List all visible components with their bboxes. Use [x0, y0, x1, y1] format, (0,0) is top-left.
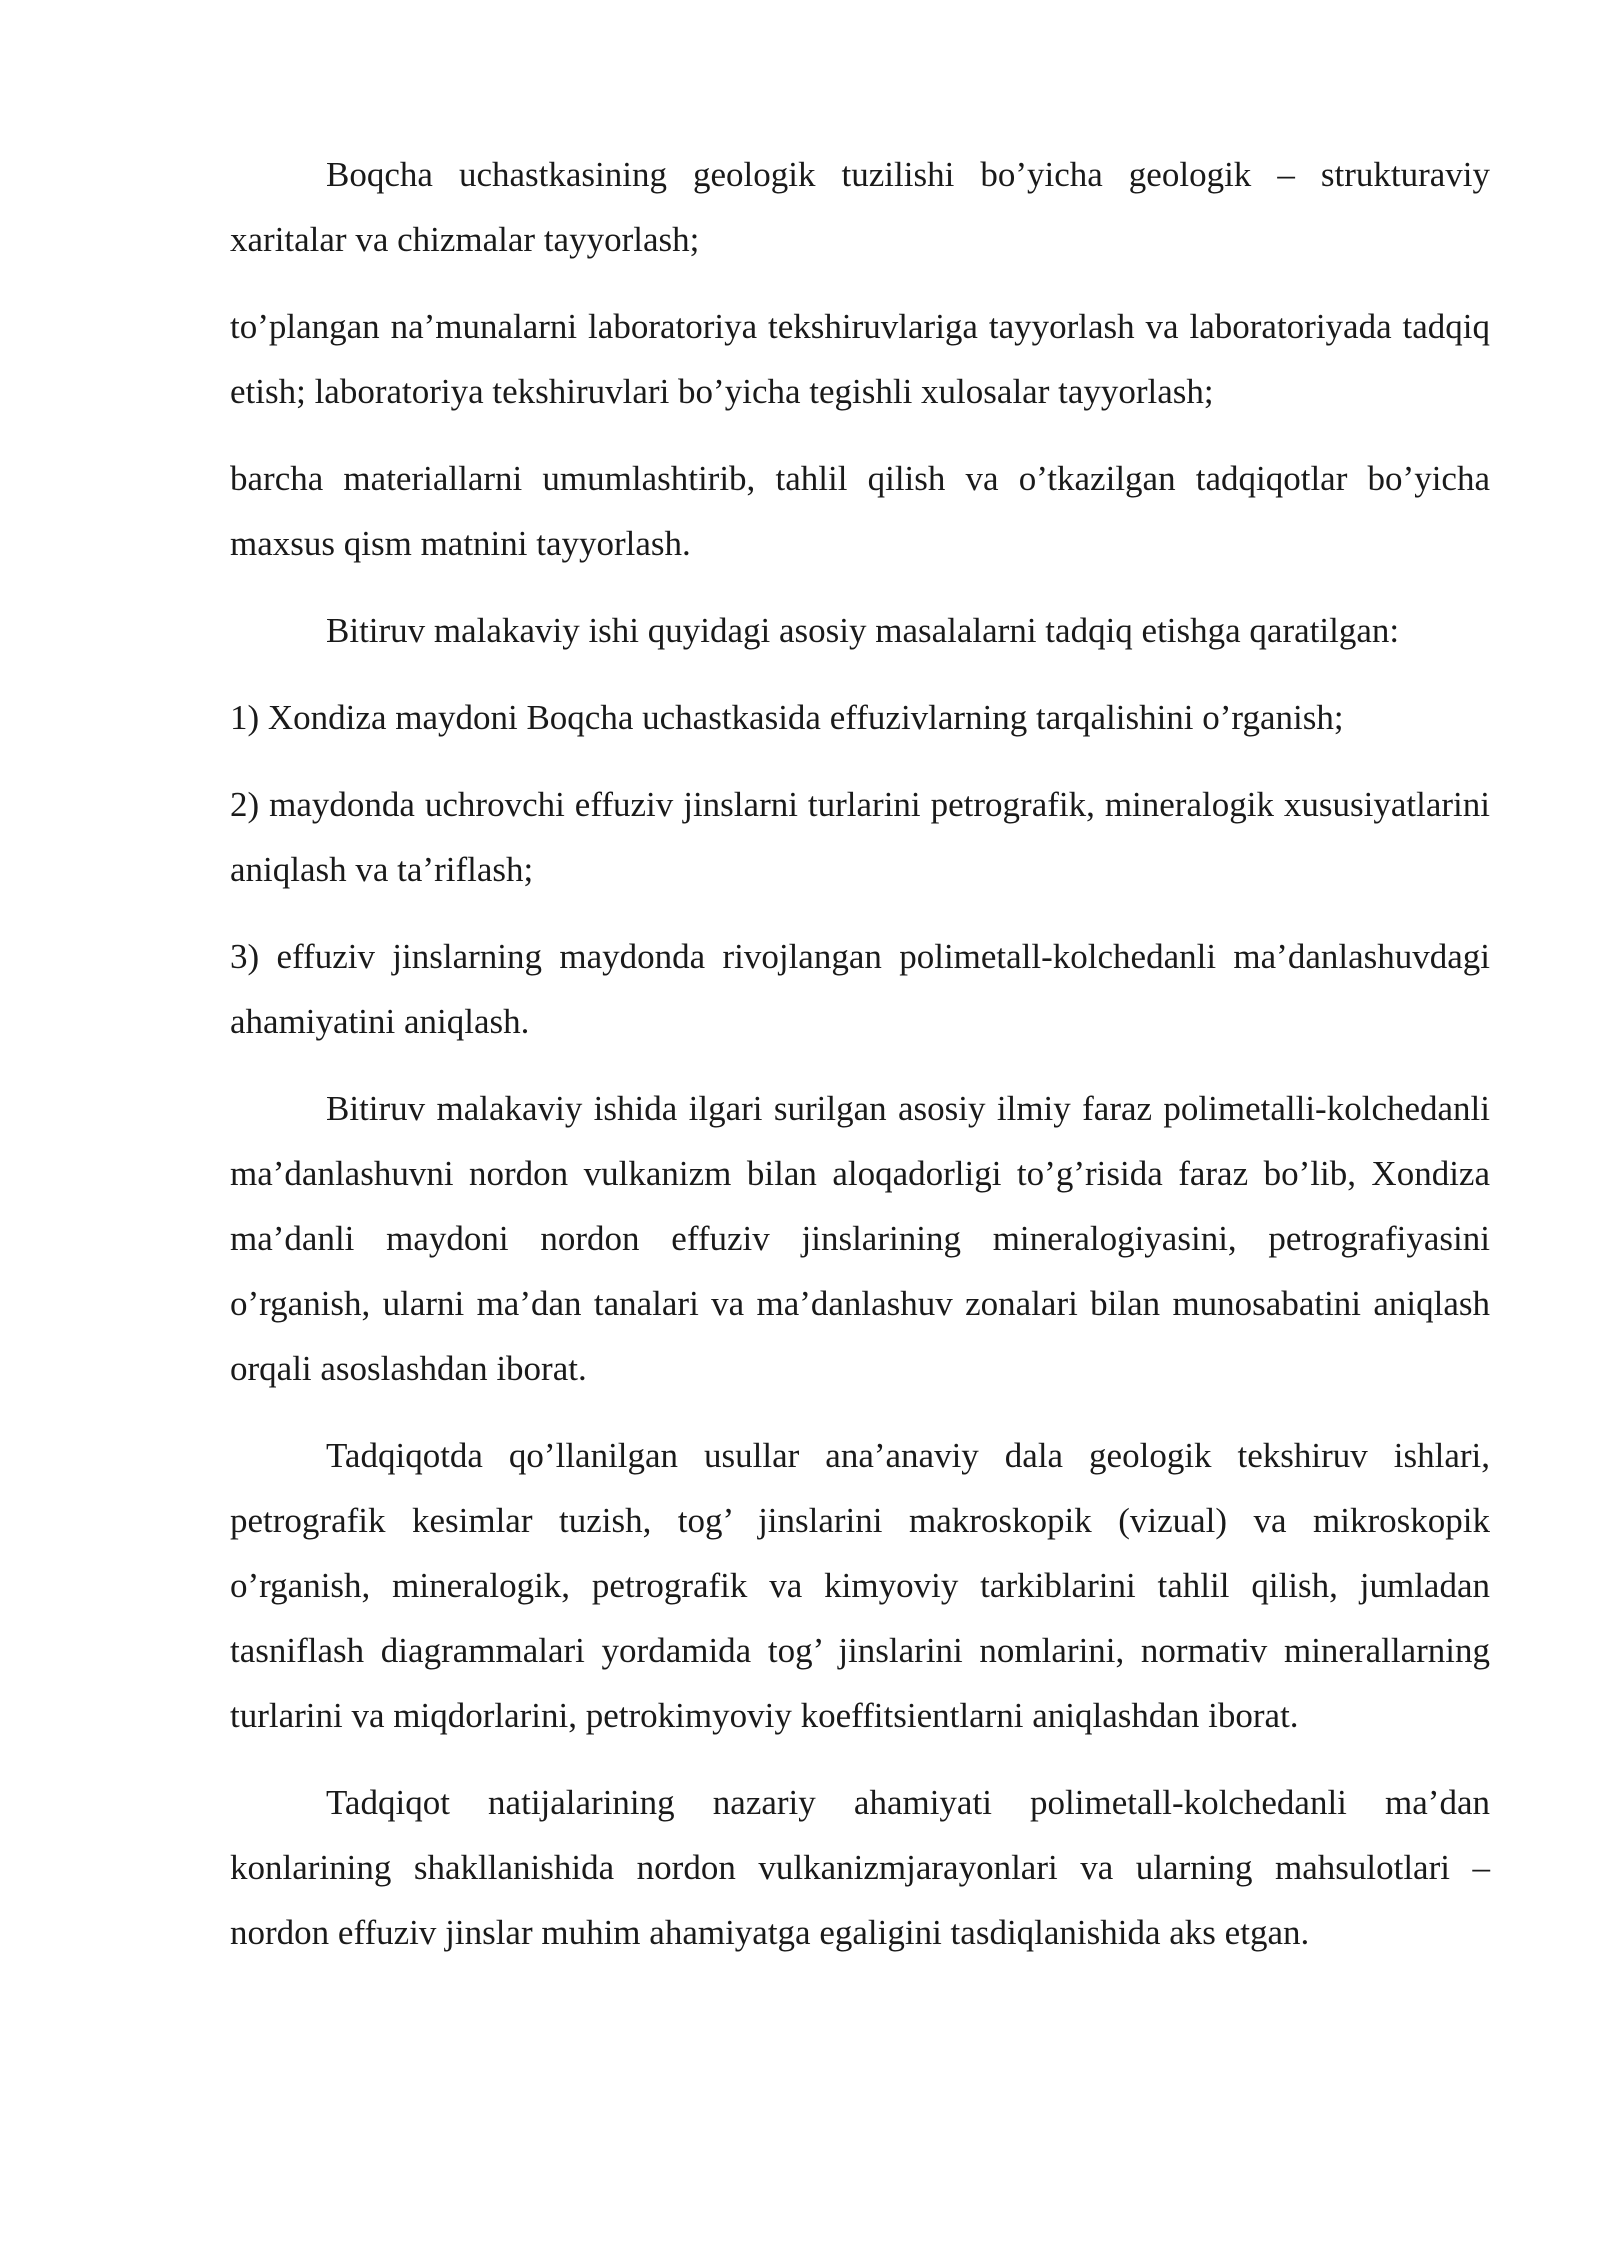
paragraph-hypothesis: Bitiruv malakaviy ishida ilgari surilgan asosiy ilmiy faraz polimetalli-kolchedanli ma’danlashuvni nordon vulkanizm bilan aloqadorligi to’g’risida faraz bo’lib, Xondiza ma’danli maydoni nordon effuziv jinslarining mineralogiyasini, petrografiyasini o’rganish, ularni ma’dan tanalari va ma’danlashuv zonalari bilan munosabatini aniqlash orqali asoslashdan iborat. — [230, 1089, 1490, 1388]
list-item-objective-3: 3) effuziv jinslarning maydonda rivojlangan polimetall-kolchedanli ma’danlashuvdagi ahamiyatini aniqlash. — [230, 937, 1490, 1041]
paragraph-methods: Tadqiqotda qo’llanilgan usullar ana’anaviy dala geologik tekshiruv ishlari, petrografik kesimlar tuzish, tog’ jinslarini makroskopik (vizual) va mikroskopik o’rganish, mineralogik, petrografik va kimyoviy tarkiblarini tahlil qilish, jumladan tasniflash diagrammalari yordamida tog’ jinslarini nomlarini, normativ minerallarning turlarini va miqdorlarini, petrokimyoviy koeffitsientlarni aniqlashdan iborat. — [230, 1436, 1490, 1735]
paragraph-objectives-intro: Bitiruv malakaviy ishi quyidagi asosiy masalalarni tadqiq etishga qaratilgan: — [326, 611, 1400, 650]
paragraph-mapping-task: Boqcha uchastkasining geologik tuzilishi bo’yicha geologik – strukturaviy xaritalar va chizmalar tayyorlash; — [230, 155, 1490, 259]
document-body — [230, 142, 1490, 1987]
list-item-objective-2: 2) maydonda uchrovchi effuziv jinslarni turlarini petrografik, mineralogik xususiyatlarini aniqlash va ta’riflash; — [230, 785, 1490, 889]
paragraph-lab-task: to’plangan na’munalarni laboratoriya tekshiruvlariga tayyorlash va laboratoriyada tadqiq etish; laboratoriya tekshiruvlari bo’yicha tegishli xulosalar tayyorlash; — [230, 307, 1490, 411]
paragraph-summary-task: barcha materiallarni umumlashtirib, tahlil qilish va o’tkazilgan tadqiqotlar bo’yicha maxsus qism matnini tayyorlash. — [230, 459, 1490, 563]
list-item-objective-1: 1) Xondiza maydoni Boqcha uchastkasida effuzivlarning tarqalishini o’rganish; — [230, 698, 1344, 737]
paragraph-significance: Tadqiqot natijalarining nazariy ahamiyati polimetall-kolchedanli ma’dan konlarining shakllanishida nordon vulkanizmjarayonlari va ularning mahsulotlari – nordon effuziv jinslar muhim ahamiyatga egaligini tasdiqlanishida aks etgan. — [230, 1783, 1490, 1952]
